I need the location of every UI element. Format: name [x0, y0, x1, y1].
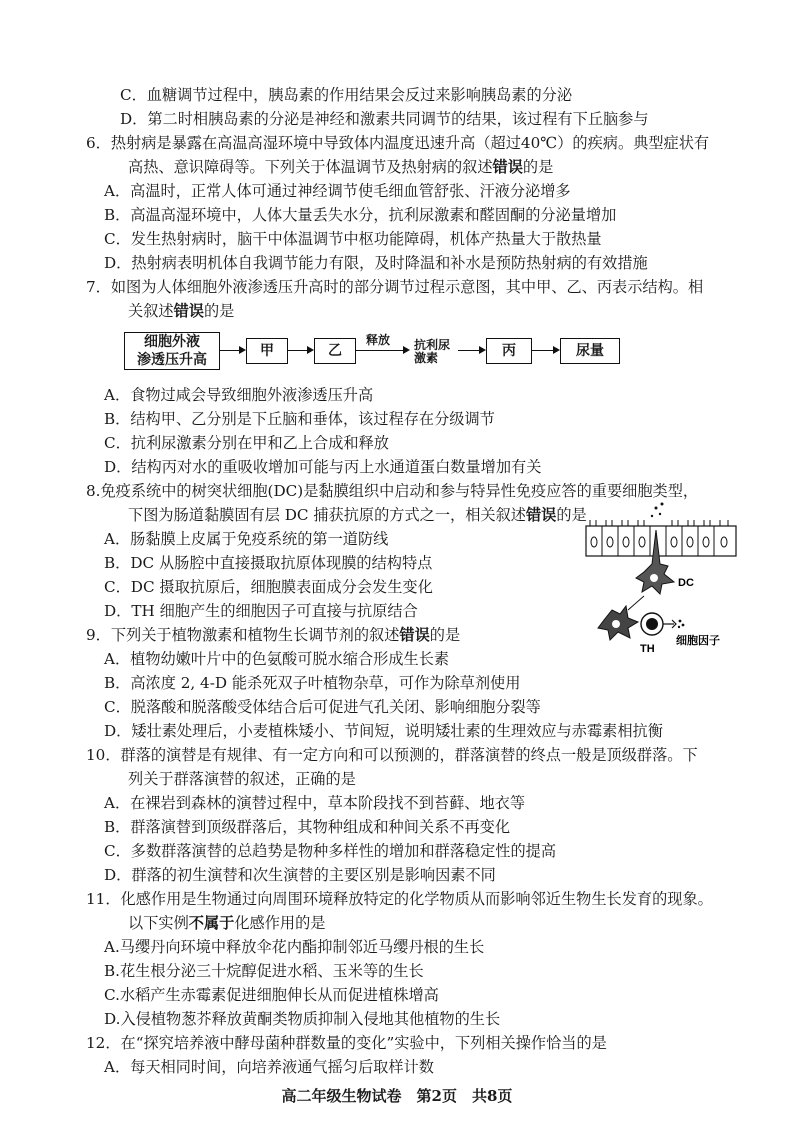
box-osmotic-pressure: 细胞外液 渗透压升高 — [124, 332, 220, 370]
q10-option-d: D．群落的初生演替和次生演替的主要区别是影响因素不同 — [104, 866, 496, 884]
dc-label: DC — [678, 577, 694, 589]
q12-stem: 12．在“探究培养液中酵母菌种群数量的变化”实验中，下列相关操作恰当的是 — [86, 1034, 607, 1052]
label-adh: 抗利尿 激素 — [414, 338, 451, 365]
q6-stem-line2: 高热、意识障碍等。下列关于体温调节及热射病的叙述错误的是 — [128, 158, 554, 176]
arrow-2 — [288, 350, 312, 351]
q10-stem-line1: 10．群落的演替是有规律、有一定方向和可以预测的，群落演替的终点一般是顶级群落。下 — [86, 746, 698, 764]
q10-option-a: A．在裸岩到森林的演替过程中，草本阶段找不到苔藓、地衣等 — [104, 794, 526, 812]
page-footer: 高二年级生物试卷 第2页 共8页 — [281, 1087, 513, 1105]
th-label: TH — [640, 643, 655, 655]
q9-option-a: A．植物幼嫩叶片中的色氨酸可脱水缩合形成生长素 — [104, 650, 450, 668]
q8-stem-line1: 8.免疫系统中的树突状细胞(DC)是黏膜组织中启动和参与特异性免疫应答的重要细胞类型， — [86, 482, 699, 500]
q8-option-c: C．DC 摄取抗原后，细胞膜表面成分会发生变化 — [104, 578, 433, 596]
q10-option-b: B．群落演替到顶级群落后，其物种组成和种间关系不再变化 — [104, 818, 511, 836]
arrow-5 — [532, 350, 558, 351]
q8-stem-line2: 下图为肠道黏膜固有层 DC 捕获抗原的方式之一，相关叙述错误的是 — [128, 506, 587, 524]
dc-to-th-link — [628, 596, 644, 610]
box-jia: 甲 — [246, 338, 288, 364]
q11-option-b: B.花生根分泌三十烷醇促进水稻、玉米等的生长 — [104, 962, 424, 980]
q10-stem-line2: 列关于群落演替的叙述，正确的是 — [128, 770, 356, 788]
arrow-4 — [458, 350, 484, 351]
q7-flow-diagram — [124, 330, 624, 370]
q11-stem-line1: 11．化感作用是生物通过向周围环境释放特定的化学物质从而影响邻近生物生长发育的现象。 — [86, 890, 713, 908]
th-cell — [641, 613, 684, 635]
q10-option-c: C．多数群落演替的总趋势是物种多样性的增加和群落稳定性的提高 — [104, 842, 557, 860]
q6-stem-line1: 6．热射病是暴露在高温高湿环境中导致体内温度迅速升高（超过40℃）的疾病。典型症状有 — [86, 134, 710, 152]
arrow-3 — [356, 350, 408, 351]
label-release: 释放 — [366, 333, 391, 347]
arrow-1 — [220, 350, 244, 351]
q9-option-b: B．高浓度 2, 4-D 能杀死双子叶植物杂草，可作为除草剂使用 — [104, 674, 521, 692]
q8-option-b: B．DC 从肠腔中直接摄取抗原体现膜的结构特点 — [104, 554, 433, 572]
q12-option-a: A．每天相同时间，向培养液通气摇匀后取样计数 — [104, 1058, 434, 1076]
q11-option-c: C.水稻产生赤霉素促进细胞伸长从而促进植株增高 — [104, 986, 439, 1004]
second-dc — [598, 606, 638, 640]
q6-option-c: C．发生热射病时，脑干中体温调节中枢功能障碍，机体产热量大于散热量 — [104, 230, 602, 248]
q11-option-d: D.入侵植物葱芥释放黄酮类物质抑制入侵地其他植物的生长 — [104, 1010, 501, 1028]
q5-option-c: C．血糖调节过程中，胰岛素的作用结果会反过来影响胰岛素的分泌 — [120, 86, 573, 104]
q11-stem-line2: 以下实例不属于化感作用的是 — [128, 914, 326, 932]
q7-option-a: A．食物过咸会导致细胞外液渗透压升高 — [104, 386, 374, 404]
q6-option-b: B．高温高湿环境中，人体大量丢失水分，抗利尿激素和醛固酮的分泌量增加 — [104, 206, 617, 224]
q5-option-d: D．第二时相胰岛素的分泌是神经和激素共同调节的结果，该过程有下丘脑参与 — [120, 110, 649, 128]
q6-option-d: D．热射病表明机体自我调节能力有限，及时降温和补水是预防热射病的有效措施 — [104, 254, 648, 272]
box-urine-volume: 尿量 — [560, 338, 620, 364]
q8-option-a: A．肠黏膜上皮属于免疫系统的第一道防线 — [104, 530, 389, 548]
q7-option-d: D．结构丙对水的重吸收增加可能与丙上水通道蛋白数量增加有关 — [104, 458, 542, 476]
q9-stem: 9．下列关于植物激素和植物生长调节剂的叙述错误的是 — [86, 626, 461, 644]
cytokine-label: 细胞因子 — [676, 634, 720, 647]
q8-option-d: D．TH 细胞产生的细胞因子可直接与抗原结合 — [104, 602, 418, 620]
box-bing: 丙 — [486, 338, 532, 364]
q11-option-a: A.马缨丹向环境中释放伞花内酯抑制邻近马缨丹根的生长 — [104, 938, 485, 956]
q6-option-a: A．高温时，正常人体可通过神经调节使毛细血管舒张、汗液分泌增多 — [104, 182, 571, 200]
q7-stem-line1: 7．如图为人体细胞外液渗透压升高时的部分调节过程示意图，其中甲、乙、丙表示结构。相 — [86, 278, 704, 296]
q7-stem-line2: 关叙述错误的是 — [128, 302, 235, 320]
q8-dc-illustration — [582, 500, 742, 670]
intestinal-epithelium — [586, 503, 736, 557]
q9-option-c: C．脱落酸和脱落酸受体结合后可促进气孔关闭、影响细胞分裂等 — [104, 698, 541, 716]
q9-option-d: D．矮壮素处理后，小麦植株矮小、节间短，说明矮壮素的生理效应与赤霉素相抗衡 — [104, 722, 663, 740]
q7-option-c: C．抗利尿激素分别在甲和乙上合成和释放 — [104, 434, 389, 452]
q7-option-b: B．结构甲、乙分别是下丘脑和垂体，该过程存在分级调节 — [104, 410, 495, 428]
box-yi: 乙 — [314, 338, 356, 364]
